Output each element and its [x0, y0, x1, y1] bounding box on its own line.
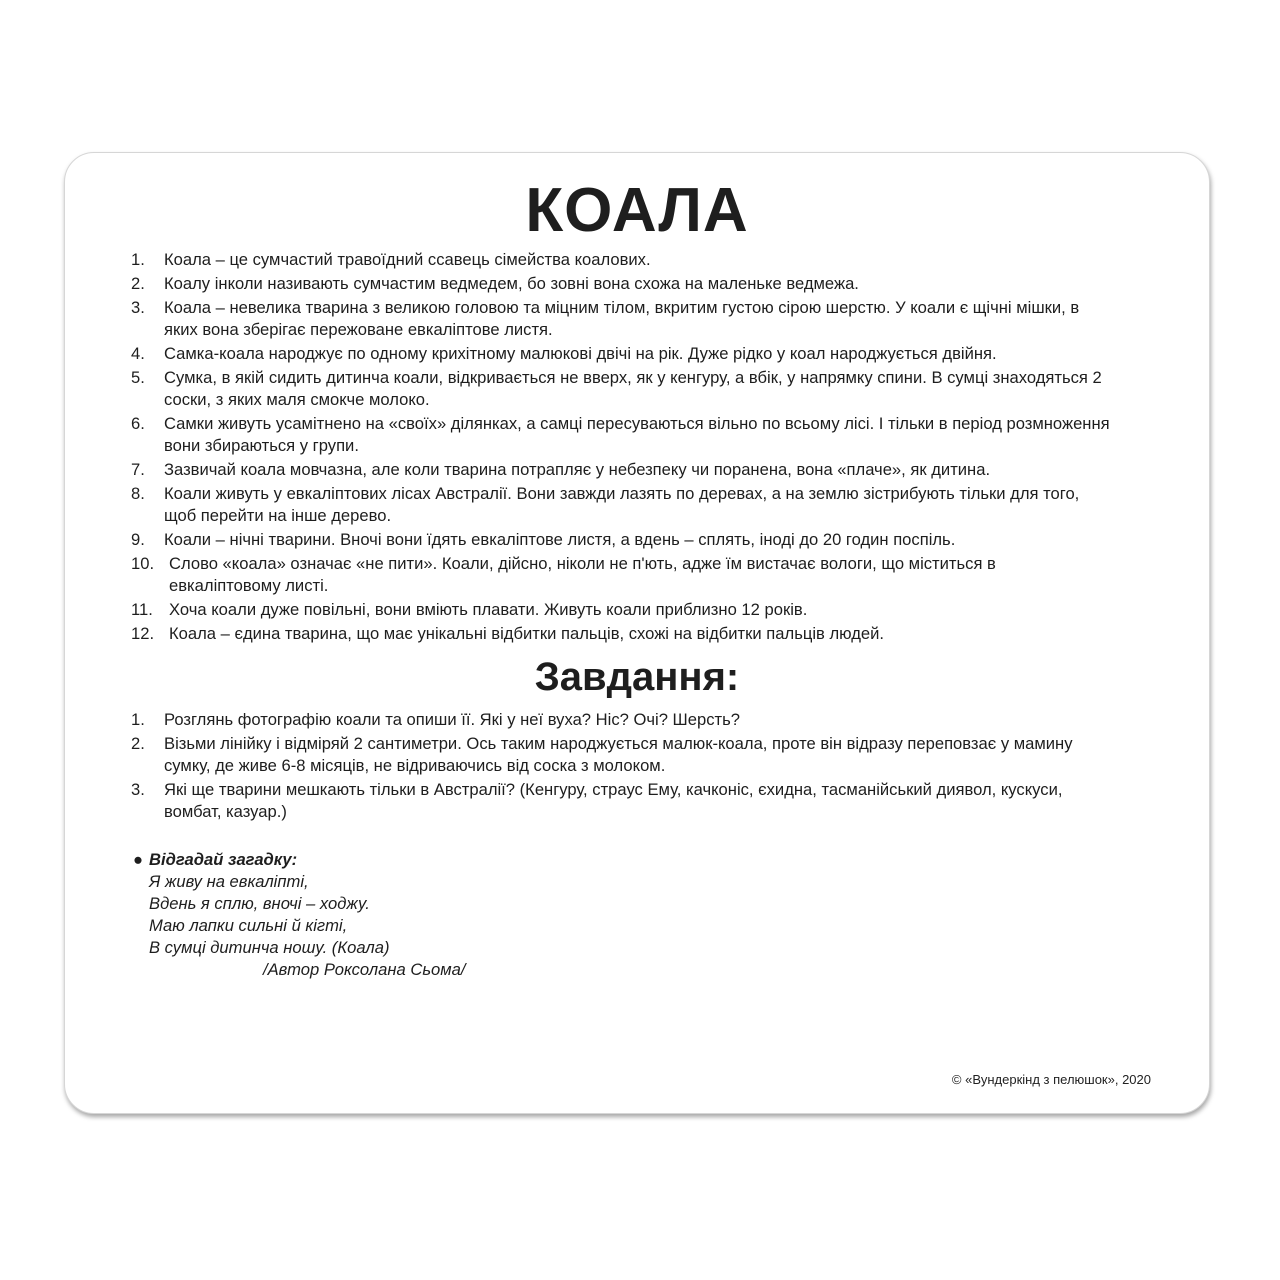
tasks-heading: Завдання:: [534, 655, 740, 699]
list-item: [131, 553, 1111, 597]
list-item: [131, 249, 1111, 271]
item-number: 3.: [131, 780, 145, 799]
item-text: Коалу інколи називають сумчастим ведмедем, бо зовні вона схожа на маленьке ведмежа.: [164, 274, 859, 293]
riddle-line: В сумці дитинча ношу. (Коала): [149, 938, 390, 957]
list-item: [131, 367, 1111, 411]
item-number: 2.: [131, 274, 145, 293]
list-item: [131, 343, 1111, 365]
riddle-block: [133, 849, 466, 981]
riddle-line: Вдень я сплю, вночі – ходжу.: [149, 894, 370, 913]
bullet-icon: ●: [133, 850, 144, 869]
item-text: Коала – єдина тварина, що має унікальні відбитки пальців, схожі на відбитки пальців людей.: [169, 624, 885, 643]
koala-info-card: [64, 152, 1210, 1114]
item-number: 4.: [131, 344, 145, 363]
list-item: [131, 273, 1111, 295]
riddle-heading: [133, 849, 466, 871]
riddle-author: /Автор Роксолана Сьома/: [263, 960, 466, 979]
item-number: 3.: [131, 298, 145, 317]
list-item: [131, 413, 1111, 457]
item-number: 2.: [131, 734, 145, 753]
list-item: [131, 733, 1111, 777]
item-text: Зазвичай коала мовчазна, але коли тварина потрапляє у небезпеку чи поранена, вона «плаче», як дитина.: [164, 460, 991, 479]
list-item: [131, 709, 1111, 731]
item-text: Які ще тварини мешкають тільки в Австралії? (Кенгуру, страус Ему, качконіс, єхидна, тасманійський диявол, кускуси, вомбат, казуар.): [164, 780, 1063, 821]
item-number: 10.: [131, 554, 155, 573]
page-title: КОАЛА: [525, 176, 749, 245]
riddle-heading-text: Відгадай загадку:: [149, 850, 298, 869]
tasks-list: [131, 709, 1111, 825]
list-item: [131, 459, 1111, 481]
item-text: Коали живуть у евкаліптових лісах Австралії. Вони завжди лазять по деревах, а на землю зістрибують тільки для того, щоб перейти на інше дерево.: [164, 484, 1080, 525]
item-number: 1.: [131, 250, 145, 269]
item-text: Коала – це сумчастий травоїдний ссавець сімейства коалових.: [164, 250, 651, 269]
list-item: [131, 297, 1111, 341]
item-text: Розглянь фотографію коали та опиши її. Які у неї вуха? Ніс? Очі? Шерсть?: [164, 710, 740, 729]
item-number: 12.: [131, 624, 155, 643]
item-number: 1.: [131, 710, 145, 729]
item-number: 5.: [131, 368, 145, 387]
item-number: 6.: [131, 414, 145, 433]
riddle-line: Я живу на евкаліпті,: [149, 872, 309, 891]
facts-list: [131, 249, 1111, 647]
item-text: Самка-коала народжує по одному крихітному малюкові двічі на рік. Дуже рідко у коал народжується двійня.: [164, 344, 997, 363]
list-item: [131, 529, 1111, 551]
item-text: Сумка, в якій сидить дитинча коали, відкривається не вверх, як у кенгуру, а вбік, у напрямку спини. В сумці знаходяться 2 соски, з яких маля смокче молоко.: [164, 368, 1102, 409]
item-number: 11.: [131, 600, 153, 619]
list-item: [131, 779, 1111, 823]
item-text: Хоча коали дуже повільні, вони вміють плавати. Живуть коали приблизно 12 років.: [169, 600, 808, 619]
copyright-notice: © «Вундеркінд з пелюшок», 2020: [951, 1072, 1151, 1087]
item-text: Слово «коала» означає «не пити». Коали, дійсно, ніколи не п'ють, адже їм вистачає вологи, що міститься в евкаліптовому листі.: [169, 554, 996, 595]
list-item: [131, 599, 1111, 621]
item-text: Візьми лінійку і відміряй 2 сантиметри. Ось таким народжується малюк-коала, проте він відразу переповзає у мамину сумку, де живе 6-8 місяців, не відриваючись від соска з молоком.: [164, 734, 1073, 775]
item-number: 7.: [131, 460, 145, 479]
list-item: [131, 483, 1111, 527]
item-text: Коали – нічні тварини. Вночі вони їдять евкаліптове листя, а вдень – сплять, іноді до 20 годин поспіль.: [164, 530, 956, 549]
item-number: 8.: [131, 484, 145, 503]
riddle-line: Маю лапки сильні й кігті,: [149, 916, 348, 935]
list-item: [131, 623, 1111, 645]
item-number: 9.: [131, 530, 145, 549]
item-text: Коала – невелика тварина з великою головою та міцним тілом, вкритим густою сірою шерстю. У коали є щічні мішки, в яких вона зберігає пережоване евкаліптове листя.: [164, 298, 1080, 339]
item-text: Самки живуть усамітнено на «своїх» ділянках, а самці пересуваються вільно по всьому лісі. І тільки в період розмноження вони збираються у групи.: [164, 414, 1110, 455]
